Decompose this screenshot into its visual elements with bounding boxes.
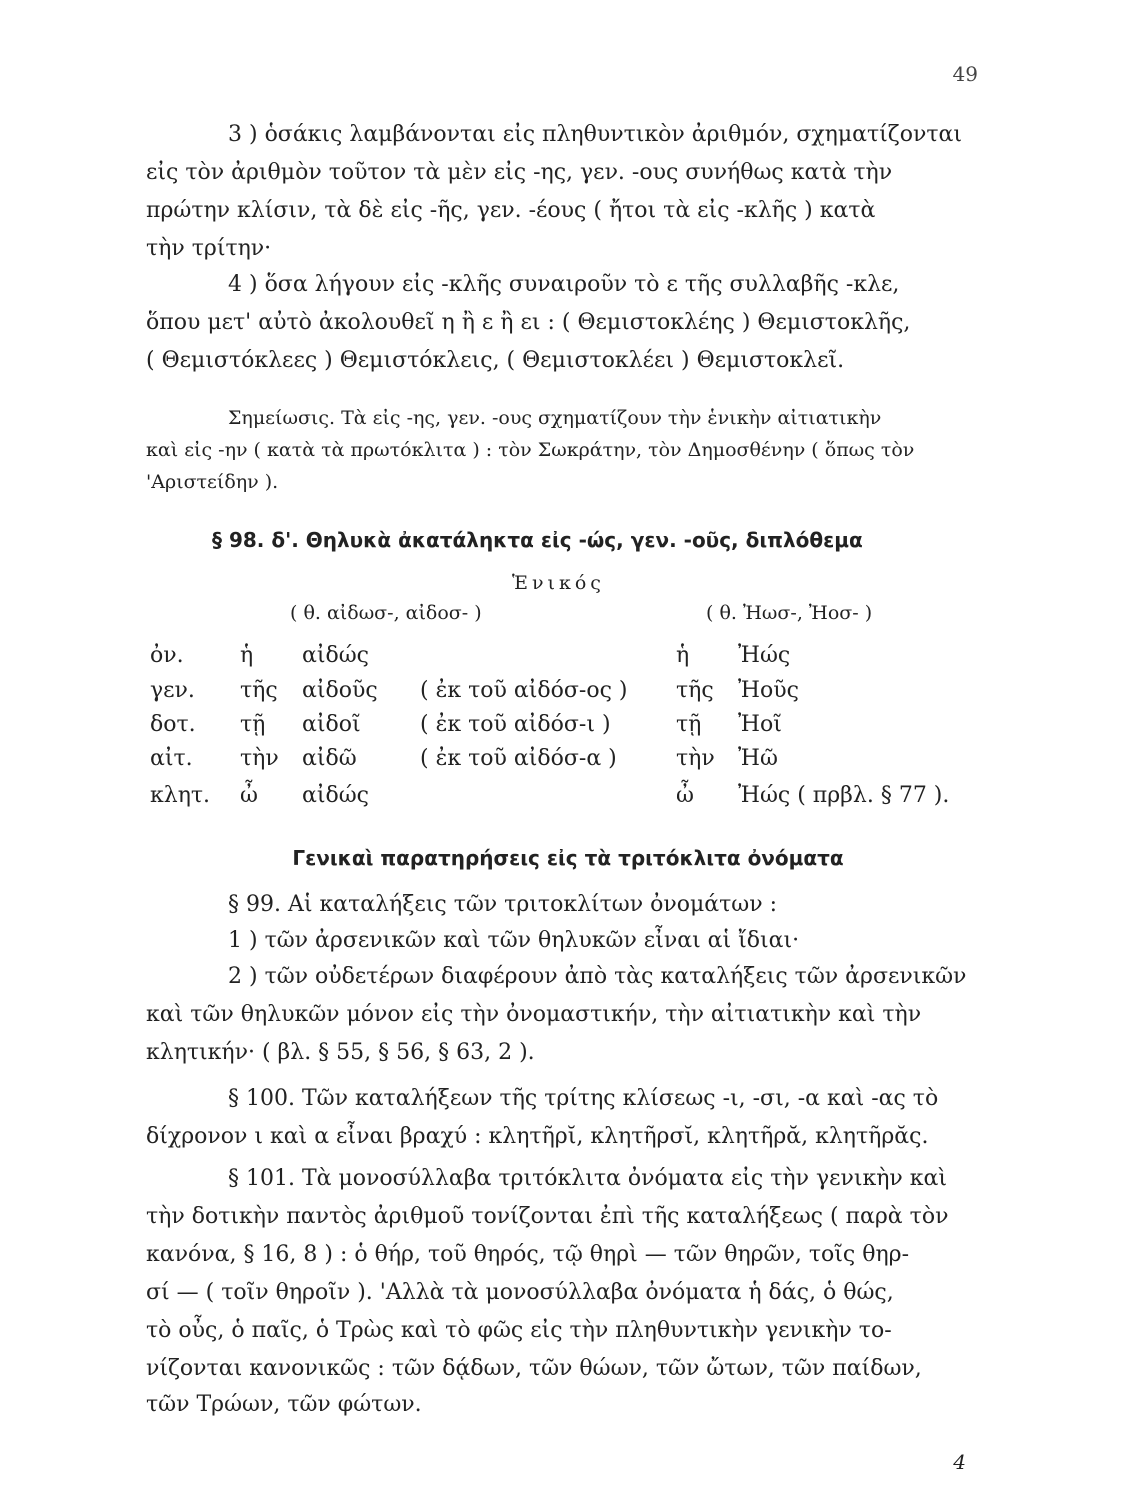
section101-line-2: τὴν δοτικὴν παντὸς ἀριθμοῦ τονίζονται ἐπὶ τῆς καταλήξεως ( παρὰ τὸν <box>146 1204 949 1229</box>
para3-line-2: εἰς τὸν ἀριθμὸν τοῦτον τὰ μὲν εἰς -ης, γεν. -ους συνήθως κατὰ τὴν <box>146 160 893 185</box>
stem-right: ( θ. Ἠωσ-, Ἠοσ- ) <box>706 602 873 624</box>
derivation-note: ( ἐκ τοῦ αἰδόσ-ος ) <box>420 678 628 703</box>
general-remarks-heading: Γενικαὶ παρατηρήσεις εἰς τὰ τριτόκλιτα ὀνόματα <box>292 846 844 870</box>
form-right: Ἠῶ <box>738 746 778 771</box>
article-right: ὦ <box>676 783 694 808</box>
section101-line-5: τὸ οὖς, ὁ παῖς, ὁ Τρὼς καὶ τὸ φῶς εἰς τὴν πληθυντικὴν γενικὴν το- <box>146 1318 892 1343</box>
section101-line-7: τῶν Τρώων, τῶν φώτων. <box>146 1392 422 1417</box>
section-98-heading: § 98. δ'. Θηλυκὰ ἀκατάληκτα εἰς -ώς, γεν. -οῦς, διπλόθεμα <box>212 528 863 552</box>
para3-line-3: πρώτην κλίσιν, τὰ δὲ εἰς -ῆς, γεν. -έους ( ἤτοι τὰ εἰς -κλῆς ) κατὰ <box>146 198 876 223</box>
section100-line-2: δίχρονον ι καὶ α εἶναι βραχύ : κλητῆρῐ, κλητῆρσῐ, κλητῆρᾰ, κλητῆρᾰς. <box>146 1124 929 1149</box>
section101-line-3: κανόνα, § 16, 8 ) : ὁ θήρ, τοῦ θηρός, τῷ θηρὶ — τῶν θηρῶν, τοῖς θηρ- <box>146 1242 910 1267</box>
article-right: ἡ <box>676 643 690 668</box>
article: ἡ <box>240 643 254 668</box>
case-label: αἰτ. <box>150 746 193 771</box>
note-line-3: 'Αριστείδην ). <box>146 471 279 493</box>
form: αἰδώς <box>302 783 369 808</box>
article: τῆς <box>240 678 278 703</box>
article: ὦ <box>240 783 258 808</box>
section99-line-2: 1 ) τῶν ἀρσενικῶν καὶ τῶν θηλυκῶν εἶναι αἱ ἴδιαι· <box>228 928 800 953</box>
number-label: Ἑνικός <box>512 572 605 594</box>
form-right: Ἠοῖ <box>738 712 782 737</box>
section99-line-1: § 99. Αἱ καταλήξεις τῶν τριτοκλίτων ὀνομάτων : <box>228 892 778 917</box>
stem-left: ( θ. αἰδωσ-, αἰδοσ- ) <box>290 602 482 624</box>
section99-line-3: 2 ) τῶν οὐδετέρων διαφέρουν ἀπὸ τὰς καταλήξεις τῶν ἀρσενικῶν <box>228 964 967 989</box>
para4-line-3: ( Θεμιστόκλεες ) Θεμιστόκλεις, ( Θεμιστοκλέει ) Θεμιστοκλεῖ. <box>146 348 845 373</box>
section101-line-6: νίζονται κανονικῶς : τῶν δᾴδων, τῶν θώων, τῶν ὤτων, τῶν παίδων, <box>146 1356 922 1381</box>
para4-line-1: 4 ) ὅσα λήγουν εἰς -κλῆς συναιροῦν τὸ ε τῆς συλλαβῆς -κλε, <box>228 272 900 297</box>
section99-line-4: καὶ τῶν θηλυκῶν μόνον εἰς τὴν ὀνομαστικήν, τὴν αἰτιατικὴν καὶ τὴν <box>146 1002 922 1027</box>
note-line-2: καὶ εἰς -ην ( κατὰ τὰ πρωτόκλιτα ) : τὸν Σωκράτην, τὸν Δημοσθένην ( ὅπως τὸν <box>146 439 915 461</box>
form: αἰδῶ <box>302 746 357 771</box>
section99-line-5: κλητικήν· ( βλ. § 55, § 56, § 63, 2 ). <box>146 1040 535 1065</box>
case-label: γεν. <box>150 678 195 703</box>
form-right: Ἠώς <box>738 643 791 668</box>
para4-line-2: ὅπου μετ' αὐτὸ ἀκολουθεῖ η ἢ ε ἢ ει : ( Θεμιστοκλέης ) Θεμιστοκλῆς, <box>146 310 911 335</box>
case-label: ὀν. <box>150 643 184 668</box>
article-right: τὴν <box>676 746 715 771</box>
signature-mark: 4 <box>953 1450 966 1474</box>
form: αἰδοῦς <box>302 678 378 703</box>
para3-line-4: τὴν τρίτην· <box>146 236 272 261</box>
section100-line-1: § 100. Τῶν καταλήξεων τῆς τρίτης κλίσεως -ι, -σι, -α καὶ -ας τὸ <box>228 1086 939 1111</box>
section101-line-4: σί — ( τοῖν θηροῖν ). 'Αλλὰ τὰ μονοσύλλαβα ὀνόματα ἡ δάς, ὁ θώς, <box>146 1280 894 1305</box>
article-right: τῆς <box>676 678 714 703</box>
case-label: κλητ. <box>150 783 211 808</box>
derivation-note: ( ἐκ τοῦ αἰδόσ-ι ) <box>420 712 611 737</box>
article: τὴν <box>240 746 279 771</box>
section101-line-1: § 101. Τὰ μονοσύλλαβα τριτόκλιτα ὀνόματα εἰς τὴν γενικὴν καὶ <box>228 1166 948 1191</box>
form: αἰδώς <box>302 643 369 668</box>
note-line-1: Σημείωσις. Τὰ εἰς -ης, γεν. -ους σχηματίζουν τὴν ἑνικὴν αἰτιατικὴν <box>228 407 882 429</box>
case-label: δοτ. <box>150 712 196 737</box>
article: τῇ <box>240 712 266 737</box>
form: αἰδοῖ <box>302 712 361 737</box>
form-right: Ἠώς ( πρβλ. § 77 ). <box>738 783 950 808</box>
article-right: τῇ <box>676 712 702 737</box>
derivation-note: ( ἐκ τοῦ αἰδόσ-α ) <box>420 746 617 771</box>
form-right: Ἠοῦς <box>738 678 799 703</box>
para3-line-1: 3 ) ὁσάκις λαμβάνονται εἰς πληθυντικὸν ἀριθμόν, σχηματίζονται <box>228 122 963 147</box>
page-number: 49 <box>952 62 978 86</box>
